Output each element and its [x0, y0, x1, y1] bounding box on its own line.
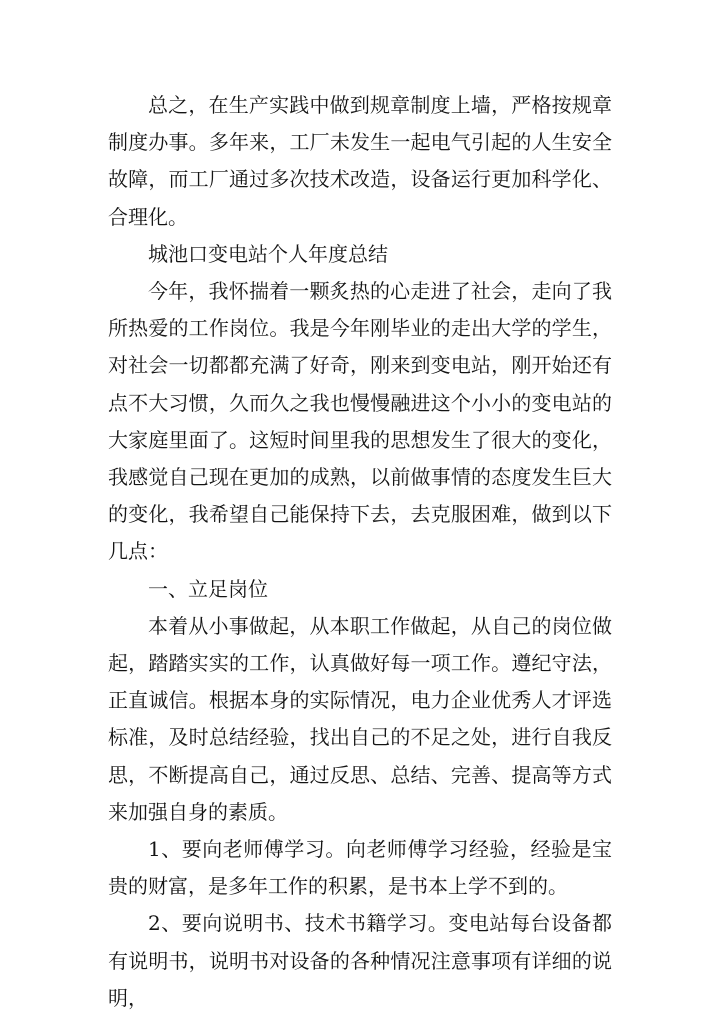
paragraph-work-attitude: 本着从小事做起，从本职工作做起，从自己的岗位做起，踏踏实实的工作，认真做好每一项工作。遵纪守法，正直诚信。根据本身的实际情况，电力企业优秀人才评选标准，及时总结经验，找出自己的不足之处，进行自我反思，不断提高自己，通过反思、总结、完善、提高等方式来加强自身的素质。	[108, 613, 612, 824]
subheading-stand-on-post: 一、立足岗位	[148, 576, 268, 601]
document-body	[108, 87, 612, 1017]
section-heading-annual-summary: 城池口变电站个人年度总结	[148, 241, 388, 266]
list-item-learn-from-manuals: 2、要向说明书、技术书籍学习。变电站每台设备都有说明书，说明书对设备的各种情况注意事项有详细的说明，	[108, 911, 612, 1010]
list-item-learn-from-masters: 1、要向老师傅学习。向老师傅学习经验，经验是宝贵的财富，是多年工作的积累，是书本上学不到的。	[108, 837, 612, 899]
paragraph-safety-summary: 总之，在生产实践中做到规章制度上墙，严格按规章制度办事。多年来，工厂未发生一起电气引起的人生安全故障，而工厂通过多次技术改造，设备运行更加科学化、合理化。	[108, 93, 612, 229]
paragraph-introduction: 今年，我怀揣着一颗炙热的心走进了社会，走向了我所热爱的工作岗位。我是今年刚毕业的走出大学的学生，对社会一切都都充满了好奇，刚来到变电站，刚开始还有点不大习惯，久而久之我也慢慢融进这个小小的变电站的大家庭里面了。这短时间里我的思想发生了很大的变化，我感觉自己现在更加的成熟，以前做事情的态度发生巨大的变化，我希望自己能保持下去，去克服困难，做到以下几点：	[108, 279, 612, 564]
